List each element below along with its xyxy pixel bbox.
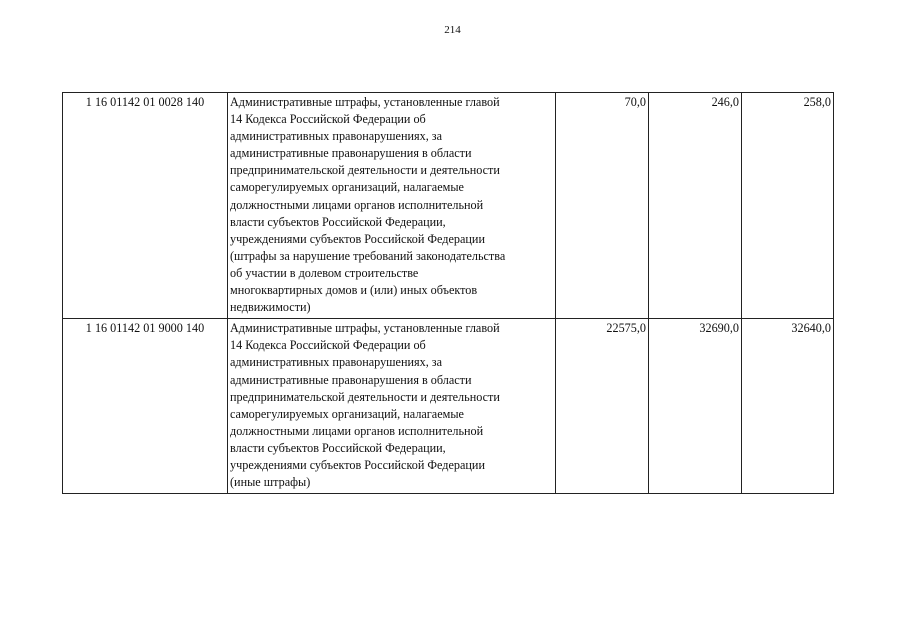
description-line: учреждениями субъектов Российской Федерации xyxy=(230,457,485,472)
description-line: учреждениями субъектов Российской Федерации xyxy=(230,231,485,246)
budget-table xyxy=(62,92,834,494)
amount-cell-1: 22575,0 xyxy=(556,319,649,494)
description-line: административных правонарушениях, за xyxy=(230,355,443,370)
description-line: Административные штрафы, установленные главой xyxy=(230,95,500,109)
description-line: (штрафы за нарушение требований законодательства xyxy=(230,248,506,263)
description-cell xyxy=(228,93,556,319)
description-line: власти субъектов Российской Федерации, xyxy=(230,214,446,229)
description-line: саморегулируемых организаций, налагаемые xyxy=(230,180,464,195)
description-line: должностными лицами органов исполнительной xyxy=(230,197,484,212)
description-line: предпринимательской деятельности и деятельности xyxy=(230,163,500,178)
description-line: недвижимости) xyxy=(230,300,311,315)
budget-code-cell: 1 16 01142 01 0028 140 xyxy=(63,93,228,319)
description-line: многоквартирных домов и (или) иных объектов xyxy=(230,283,478,298)
description-line: власти субъектов Российской Федерации, xyxy=(230,440,446,455)
budget-code-cell: 1 16 01142 01 9000 140 xyxy=(63,319,228,494)
page-number: 214 xyxy=(444,24,461,36)
description-line: административные правонарушения в области xyxy=(230,146,472,161)
amount-cell-2: 32690,0 xyxy=(649,319,742,494)
amount-cell-1: 70,0 xyxy=(556,93,649,319)
description-line: Административные штрафы, установленные главой xyxy=(230,321,500,336)
description-line: должностными лицами органов исполнительной xyxy=(230,423,484,438)
description-line: административных правонарушениях, за xyxy=(230,129,443,144)
amount-cell-3: 258,0 xyxy=(742,93,834,319)
description-line: 14 Кодекса Российской Федерации об xyxy=(230,338,426,353)
description-line: об участии в долевом строительстве xyxy=(230,265,419,280)
description-line: (иные штрафы) xyxy=(230,475,311,490)
amount-cell-2: 246,0 xyxy=(649,93,742,319)
table-row xyxy=(63,93,834,319)
description-cell xyxy=(228,319,556,494)
table-row xyxy=(63,319,834,494)
amount-cell-3: 32640,0 xyxy=(742,319,834,494)
description-line: предпринимательской деятельности и деятельности xyxy=(230,389,500,404)
description-line: саморегулируемых организаций, налагаемые xyxy=(230,406,464,421)
description-line: административные правонарушения в области xyxy=(230,372,472,387)
description-line: 14 Кодекса Российской Федерации об xyxy=(230,112,426,127)
